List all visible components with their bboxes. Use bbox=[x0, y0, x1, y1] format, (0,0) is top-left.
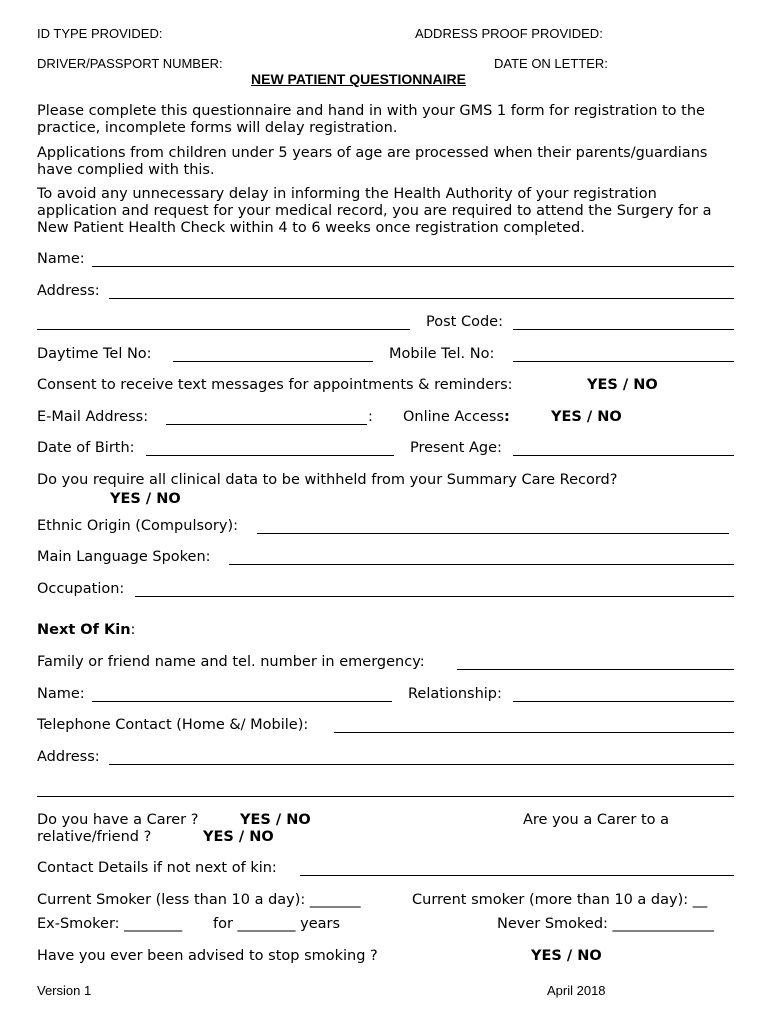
kin-name-label: Name: bbox=[37, 686, 85, 702]
driver-passport-label: DRIVER/PASSPORT NUMBER: bbox=[37, 56, 223, 71]
are-carer-label: Are you a Carer to a bbox=[523, 812, 670, 828]
kin-telephone-field[interactable] bbox=[334, 732, 734, 733]
consent-yes-no[interactable]: YES / NO bbox=[587, 377, 658, 393]
never-smoked-field[interactable]: Never Smoked: ______________ bbox=[497, 916, 715, 932]
relative-friend-label: relative/friend ? bbox=[37, 829, 152, 845]
id-type-label: ID TYPE PROVIDED: bbox=[37, 26, 163, 41]
version-label: Version 1 bbox=[37, 983, 92, 998]
daytime-tel-label: Daytime Tel No: bbox=[37, 346, 152, 362]
contact-details-label: Contact Details if not next of kin: bbox=[37, 860, 277, 876]
consent-label: Consent to receive text messages for appointments & reminders: bbox=[37, 377, 513, 393]
emergency-contact-field[interactable] bbox=[457, 669, 734, 670]
current-smoker-more-field[interactable]: Current smoker (more than 10 a day): __ bbox=[412, 892, 708, 908]
page-title: NEW PATIENT QUESTIONNAIRE bbox=[251, 71, 466, 87]
ex-smoker-years-field[interactable]: for ________ years bbox=[213, 916, 341, 932]
daytime-tel-field[interactable] bbox=[173, 361, 373, 362]
emergency-contact-label: Family or friend name and tel. number in emergency: bbox=[37, 654, 425, 670]
have-carer-label: Do you have a Carer ? bbox=[37, 812, 199, 828]
ex-smoker-field[interactable]: Ex-Smoker: ________ bbox=[37, 916, 183, 932]
have-carer-yes-no[interactable]: YES / NO bbox=[240, 812, 311, 828]
post-code-label: Post Code: bbox=[426, 314, 503, 330]
intro-paragraph-3: To avoid any unnecessary delay in informing the Health Authority of your registration application and request for your medical record, you are required to attend the Surgery for a New Patient Health Check within 4 to 6 weeks once registration completed. bbox=[37, 186, 712, 236]
mobile-tel-label: Mobile Tel. No: bbox=[389, 346, 495, 362]
ethnic-origin-field[interactable] bbox=[257, 533, 729, 534]
email-label: E-Mail Address: bbox=[37, 409, 149, 425]
relationship-field[interactable] bbox=[513, 701, 734, 702]
post-code-field[interactable] bbox=[513, 329, 734, 330]
kin-address-line-2-field[interactable] bbox=[37, 796, 734, 797]
occupation-field[interactable] bbox=[135, 596, 734, 597]
scr-yes-no[interactable]: YES / NO bbox=[110, 491, 181, 507]
advised-stop-smoking-label: Have you ever been advised to stop smoking ? bbox=[37, 948, 378, 964]
present-age-label: Present Age: bbox=[410, 440, 502, 456]
address-line-2-field[interactable] bbox=[37, 329, 410, 330]
next-of-kin-heading: Next Of Kin: bbox=[37, 622, 136, 638]
address-field[interactable] bbox=[109, 298, 734, 299]
advised-stop-smoking-yes-no[interactable]: YES / NO bbox=[531, 948, 602, 964]
kin-telephone-label: Telephone Contact (Home &/ Mobile): bbox=[37, 717, 309, 733]
kin-address-label: Address: bbox=[37, 749, 100, 765]
dob-label: Date of Birth: bbox=[37, 440, 135, 456]
date-on-letter-label: DATE ON LETTER: bbox=[494, 56, 608, 71]
kin-name-field[interactable] bbox=[92, 701, 392, 702]
kin-address-field[interactable] bbox=[109, 764, 734, 765]
email-colon: : bbox=[368, 409, 373, 425]
name-label: Name: bbox=[37, 251, 85, 267]
address-label: Address: bbox=[37, 283, 100, 299]
date-label: April 2018 bbox=[547, 983, 606, 998]
address-proof-label: ADDRESS PROOF PROVIDED: bbox=[415, 26, 603, 41]
intro-paragraph-1: Please complete this questionnaire and hand in with your GMS 1 form for registration to the practice, incomplete forms will delay registration. bbox=[37, 103, 705, 136]
name-field[interactable] bbox=[92, 266, 734, 267]
ethnic-origin-label: Ethnic Origin (Compulsory): bbox=[37, 518, 238, 534]
online-access-label: Online Access: bbox=[403, 409, 510, 425]
current-smoker-less-field[interactable]: Current Smoker (less than 10 a day): _______ bbox=[37, 892, 361, 908]
contact-details-field[interactable] bbox=[300, 875, 734, 876]
scr-question: Do you require all clinical data to be withheld from your Summary Care Record? bbox=[37, 472, 618, 488]
intro-paragraph-2: Applications from children under 5 years of age are processed when their parents/guardians have complied with this. bbox=[37, 145, 708, 178]
mobile-tel-field[interactable] bbox=[513, 361, 734, 362]
online-access-yes-no[interactable]: YES / NO bbox=[551, 409, 622, 425]
occupation-label: Occupation: bbox=[37, 581, 125, 597]
language-field[interactable] bbox=[229, 564, 734, 565]
relationship-label: Relationship: bbox=[408, 686, 502, 702]
are-carer-yes-no[interactable]: YES / NO bbox=[203, 829, 274, 845]
language-label: Main Language Spoken: bbox=[37, 549, 211, 565]
present-age-field[interactable] bbox=[513, 455, 734, 456]
dob-field[interactable] bbox=[146, 455, 394, 456]
email-field[interactable] bbox=[166, 424, 367, 425]
